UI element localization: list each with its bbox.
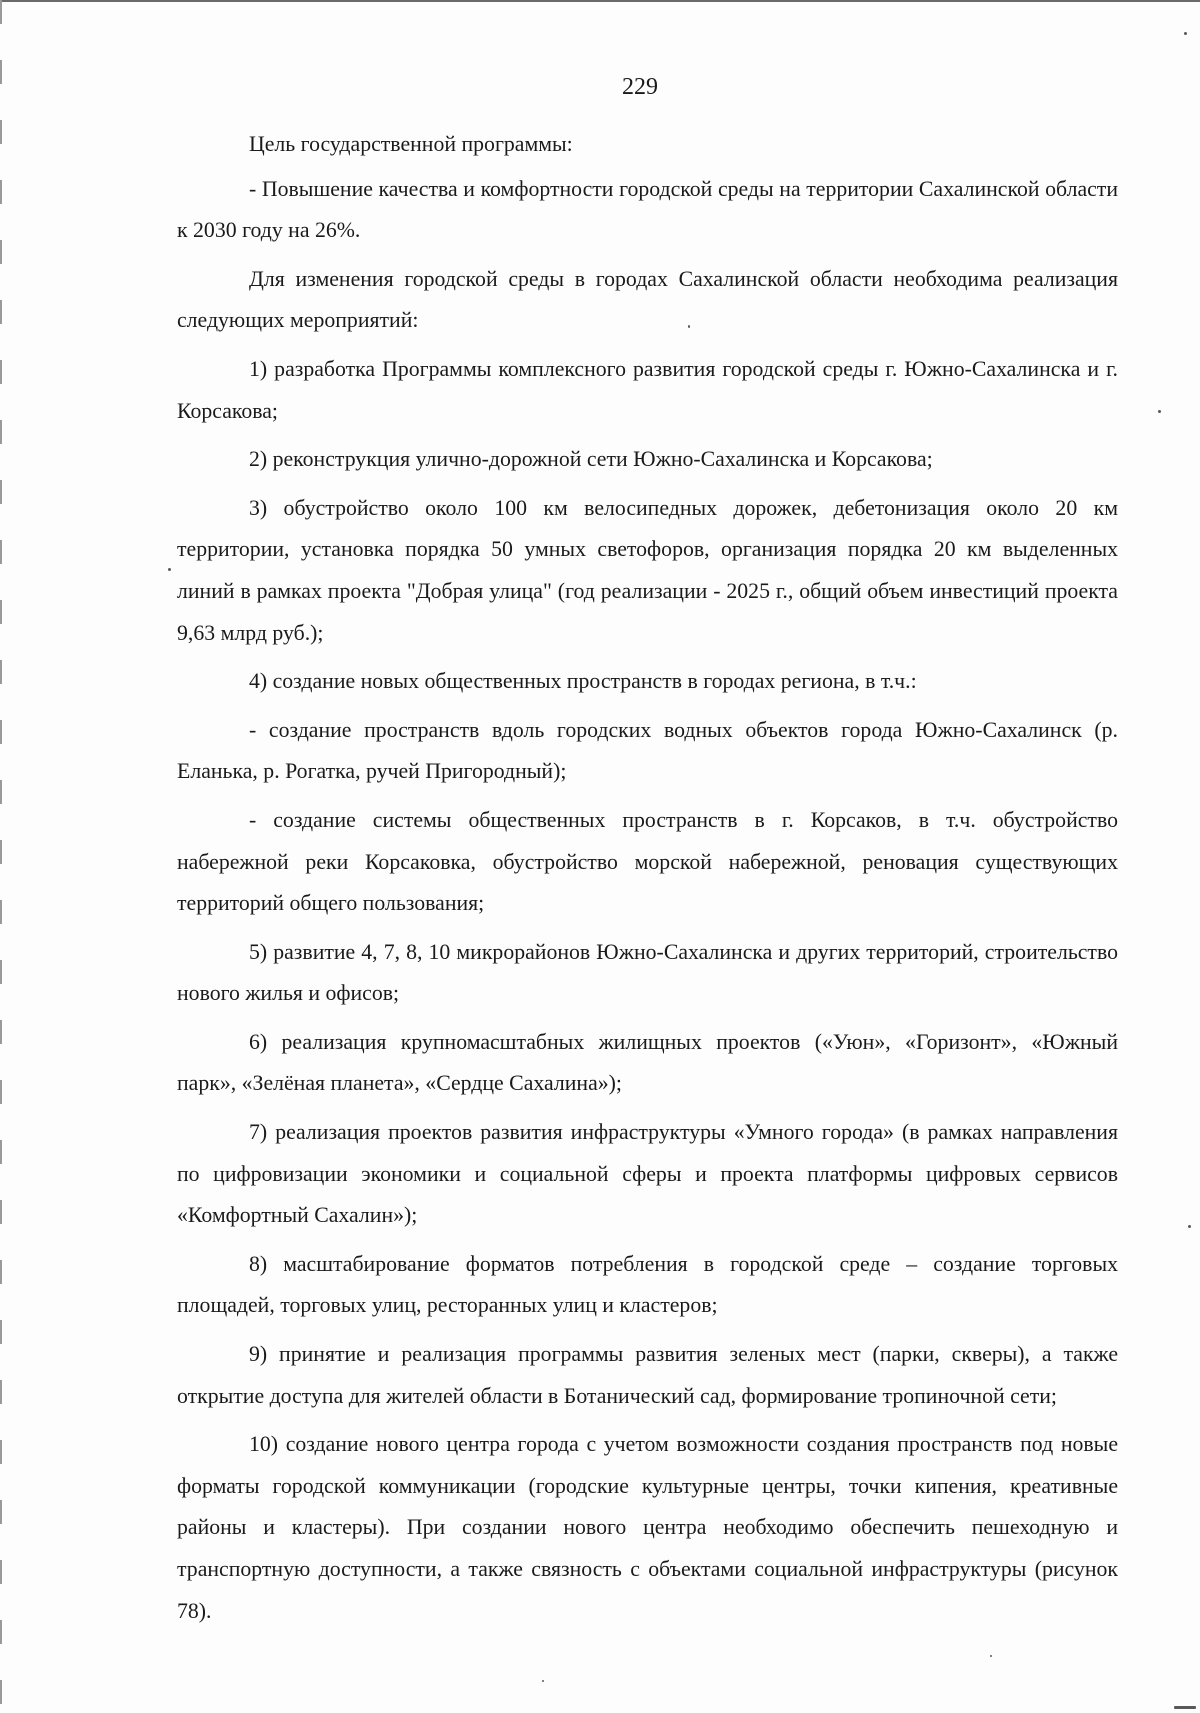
list-item-8: 8) масштабирование форматов потребления в городской среде – создание торговых площадей, торговых улиц, ресторанных улиц и кластеров; [177, 1251, 1118, 1318]
list-item-9: 9) принятие и реализация программы развития зеленых мест (парки, скверы), а также открытие доступа для жителей области в Ботанический сад, формирование тропиночной сети; [177, 1342, 1118, 1408]
list-item-2: 2) реконструкция улично-дорожной сети Южно-Сахалинска и Корсакова; [249, 447, 933, 472]
page-number: 229 [622, 74, 658, 100]
list-item-10: 10) создание нового центра города с учетом возможности создания пространств под новые форматы городской коммуникации (городские культурные центры, точки кипения, креативные районы и кластеры). При создании нового центра необходимо обеспечить пешеходную и транспортную доступности, а также связность с объектами социальной инфраструктуры (рисунок 78). [177, 1432, 1118, 1623]
list-item-5: 5) развитие 4, 7, 8, 10 микрорайонов Южно-Сахалинска и других территорий, строительство нового жилья и офисов; [177, 939, 1118, 1006]
scan-speck [688, 325, 690, 328]
paragraph-goal-text: - Повышение качества и комфортности городской среды на территории Сахалинской области к 2030 году на 26%. [177, 176, 1118, 243]
scan-speck [1174, 1706, 1196, 1709]
list-item-4: 4) создание новых общественных пространств в городах региона, в т.ч.: [249, 669, 917, 694]
list-item-4-sub-1: - создание пространств вдоль городских водных объектов города Южно-Сахалинск (р. Еланька, р. Рогатка, ручей Пригородный); [177, 717, 1118, 784]
scan-speck [168, 568, 171, 571]
list-item-7: 7) реализация проектов развития инфраструктуры «Умного города» (в рамках направления по цифровизации экономики и социальной сферы и проекта платформы цифровых сервисов «Комфортный Сахалин»); [177, 1120, 1118, 1228]
paragraph-goal-heading: Цель государственной программы: [249, 132, 573, 156]
list-item-4-sub-2: - создание системы общественных пространств в г. Корсаков, в т.ч. обустройство набережной реки Корсаковка, обустройство морской набережной, реновация существующих территорий общего пользования; [177, 807, 1118, 916]
scan-speck [1188, 1225, 1191, 1228]
paragraph-intro: Для изменения городской среды в городах Сахалинской области необходима реализация следующих мероприятий: [177, 266, 1118, 333]
scan-speck [542, 1680, 544, 1682]
scan-left-border [0, 0, 2, 1713]
list-item-3: 3) обустройство около 100 км велосипедных дорожек, дебетонизация около 20 км территории, установка порядка 50 умных светофоров, организация порядка 20 км выделенных линий в рамках проекта "Добрая улица" (год реализации - 2025 г., общий объем инвестиций проекта 9,63 млрд руб.); [177, 495, 1118, 645]
list-item-1: 1) разработка Программы комплексного развития городской среды г. Южно-Сахалинска и г. Корсакова; [177, 356, 1118, 423]
list-item-6: 6) реализация крупномасштабных жилищных проектов («Уюн», «Горизонт», «Южный парк», «Зелёная планета», «Сердце Сахалина»); [177, 1029, 1118, 1096]
scan-speck [990, 1655, 992, 1657]
document-body [177, 124, 1118, 1639]
scan-speck [1184, 32, 1187, 35]
scan-speck [1158, 410, 1161, 413]
scan-top-border [0, 0, 1200, 2]
